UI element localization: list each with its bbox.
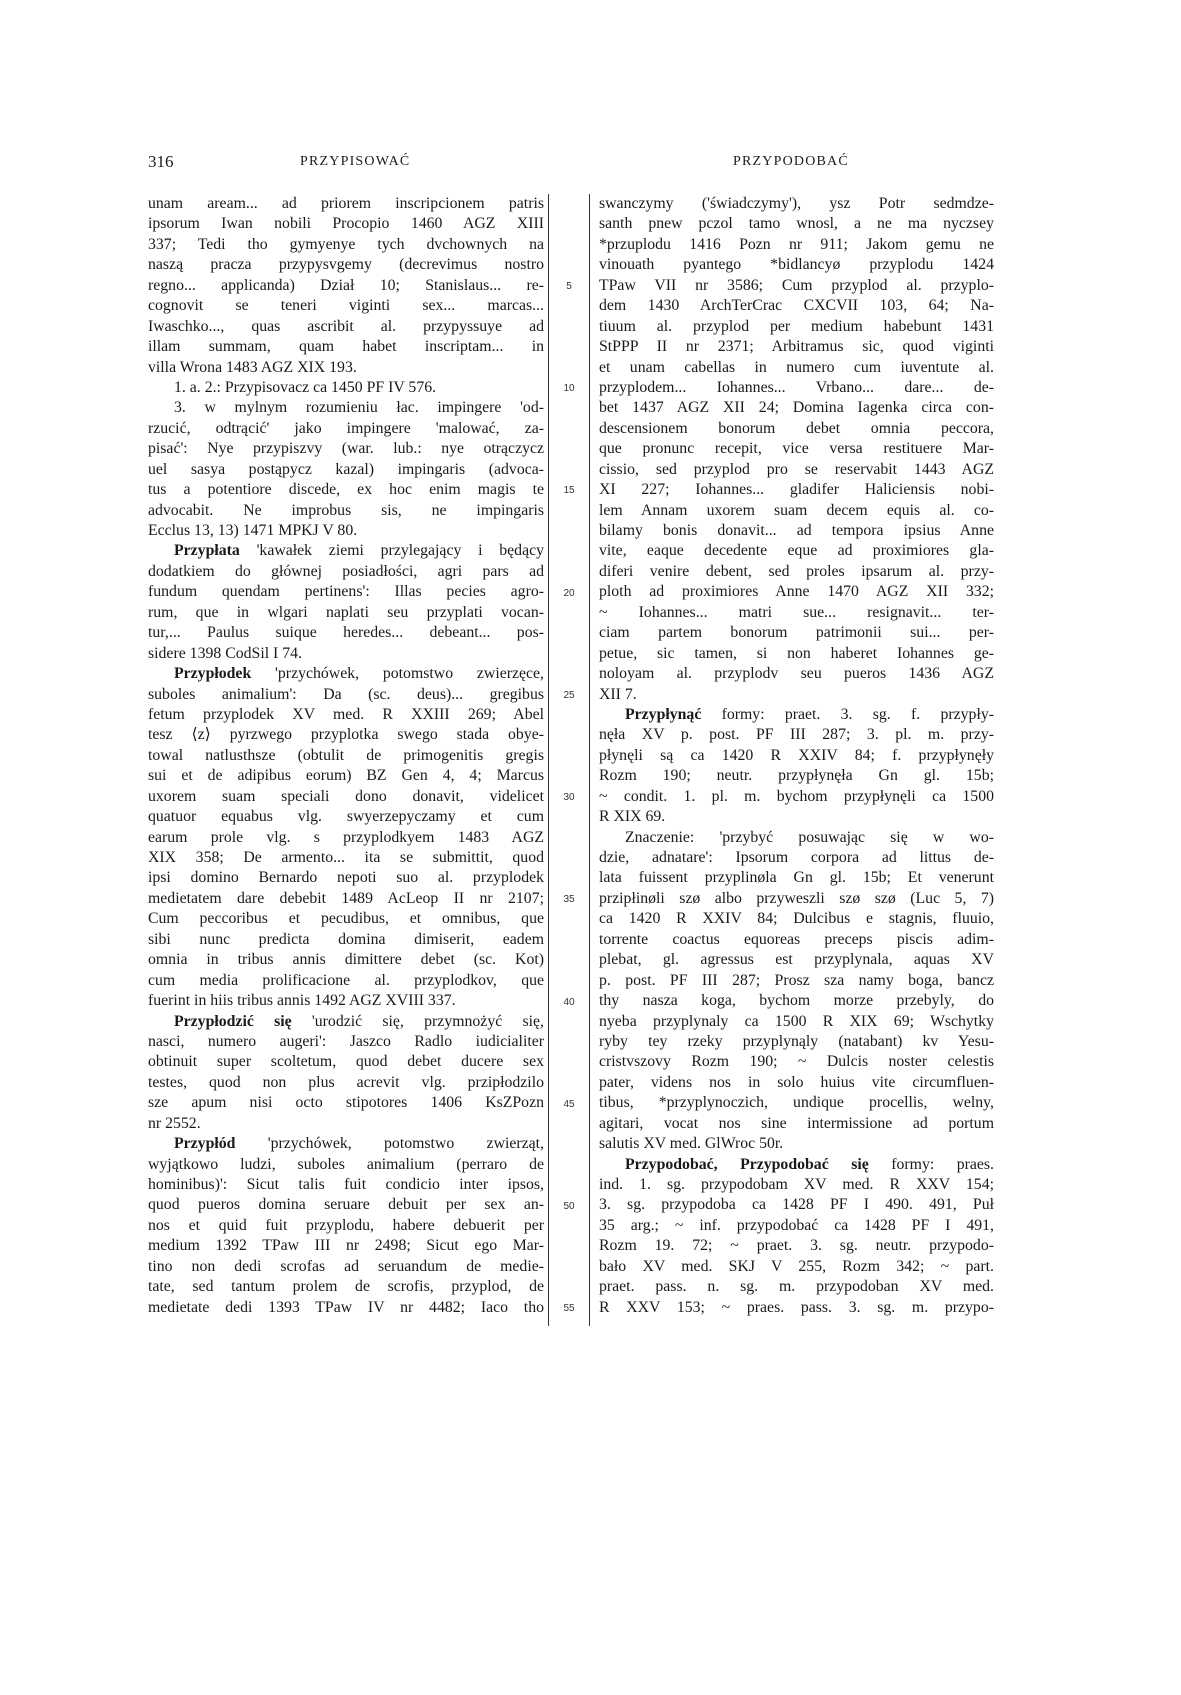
line-number: 20 bbox=[563, 587, 575, 599]
text-line: tibus, *przyplynoczich, undique procellis, welny, bbox=[599, 1094, 994, 1112]
text-line: 35 arg.; ~ inf. przypodobać ca 1428 PF I 491, bbox=[599, 1216, 994, 1234]
text-line: pater, videns nos in solo huius vite circumfluen- bbox=[599, 1073, 994, 1091]
entry-headword: Przypłata bbox=[174, 542, 240, 560]
text-line: Przypłata 'kawałek ziemi przylegający i będący bbox=[174, 542, 544, 560]
text-line: tino non dedi scrofas ad seruandum de medie- bbox=[148, 1257, 544, 1275]
text-line: przipłinøli szø albo przyweszli szø szø (Luc 5, 7) bbox=[599, 889, 994, 907]
text-line: praet. pass. n. sg. m. przypodoban XV med. bbox=[599, 1278, 994, 1296]
text-line: płynęli są ca 1420 R XXIV 84; f. przypłynęły bbox=[599, 746, 994, 764]
text-line: towal natlusthsze (obtulit de primogenitis gregis bbox=[148, 746, 544, 764]
text-line: quatuor equabus vlg. swyerzepyczamy et cum bbox=[148, 808, 544, 826]
text-line: santh pnew pczol tamo wnosl, a ne ma nyczsey bbox=[599, 215, 994, 233]
text-line: ind. 1. sg. przypodobam XV med. R XXV 154; bbox=[599, 1176, 994, 1193]
text-line: tur,... Paulus suique heredes... debeant... pos- bbox=[148, 624, 544, 642]
text-line: vite, eaque decedente eque ad proximiores gla- bbox=[599, 542, 994, 560]
text-line: Przypłodek 'przychówek, potomstwo zwierzęce, bbox=[174, 665, 544, 683]
text-line: 337; Tedi tho gymyenye tych dvchownych na bbox=[148, 235, 544, 253]
text-line: R XIX 69. bbox=[599, 808, 666, 826]
text-line: hominibus)': Sicut talis fuit condicio inter ipsos, bbox=[148, 1176, 544, 1193]
text-line: medietatem dare debebit 1489 AcLeop II nr 2107; bbox=[148, 889, 544, 907]
entry-headword: Przypłód bbox=[174, 1135, 236, 1153]
text-line: omnia in tribus annis dimittere debet (sc. Kot) bbox=[148, 951, 544, 969]
text-line: noloyam al. przyplodv seu pueros 1436 AGZ bbox=[599, 665, 994, 683]
text-line: medium 1392 TPaw III nr 2498; Sicut ego Mar- bbox=[148, 1237, 544, 1255]
text-line: plebat, gl. agressus est przyplynala, aquas XV bbox=[599, 951, 994, 969]
text-line: ~ condit. 1. pl. m. bychom przypłynęli ca 1500 bbox=[599, 787, 994, 805]
text-line: sui et de adipibus eorum) BZ Gen 4, 4; Marcus bbox=[148, 767, 544, 785]
text-line: suboles animalium': Da (sc. deus)... gregibus bbox=[148, 685, 544, 703]
text-line: pisać': Nye przypiszvy (war. lub.: nye otrączycz bbox=[148, 440, 544, 458]
text-line: fetum przyplodek XV med. R XXIII 269; Abel bbox=[148, 705, 544, 723]
text-line: tesz ⟨z⟩ pyrzwego przyplotka swego stada obye- bbox=[148, 726, 544, 744]
text-line: 3. w mylnym rozumieniu łac. impingere 'od- bbox=[174, 399, 544, 417]
text-line: ca 1420 R XXIV 84; Dulcibus e stagnis, fluuio, bbox=[599, 910, 994, 928]
line-number: 10 bbox=[563, 383, 575, 395]
line-number: 35 bbox=[563, 894, 575, 906]
text-line: Przypodobać, Przypodobać się formy: praes. bbox=[625, 1155, 994, 1173]
text-line: Przypłodzić się 'urodzić się, przymnożyć się, bbox=[174, 1012, 544, 1030]
line-number: 30 bbox=[563, 792, 575, 804]
text-line: tate, sed tantum prolem de scrofis, przyplod, de bbox=[148, 1278, 544, 1296]
text-line: bet 1437 AGZ XII 24; Domina Iagenka circa con- bbox=[599, 399, 994, 417]
text-line: uxorem suam speciali dono donavit, videlicet bbox=[148, 787, 544, 805]
text-line: earum prole vlg. s przyplodkyem 1483 AGZ bbox=[148, 828, 544, 846]
text-line: ryby tey rzeky przyplynąly (natabant) kv Yesu- bbox=[599, 1032, 994, 1050]
text-line: Ecclus 13, 13) 1471 MPKJ V 80. bbox=[148, 522, 358, 539]
text-line: dodatkiem do głównej posiadłości, agri pars ad bbox=[148, 562, 544, 580]
line-number-gutter bbox=[548, 194, 590, 1326]
text-line: quod pueros domina seruare debuit per sex an- bbox=[148, 1196, 544, 1214]
line-number: 55 bbox=[563, 1303, 575, 1315]
text-line: naszą pracza przypysvgemy (decrevimus nostro bbox=[148, 256, 544, 274]
text-line: thy nasza koga, bychom morze przebyly, do bbox=[599, 992, 994, 1010]
text-line: wyjątkowo ludzi, suboles animalium (perraro de bbox=[148, 1155, 544, 1173]
text-line: Znaczenie: 'przybyć posuwając się w wo- bbox=[625, 828, 994, 846]
text-line: et unam cabellas in numero cum iuventute al. bbox=[599, 358, 994, 376]
text-line: ciam partem bonorum patrimonii sui... per- bbox=[599, 624, 994, 642]
page-header bbox=[0, 152, 1181, 176]
running-head-right: PRZYPODOBAĆ bbox=[733, 154, 849, 169]
text-line: tus a potentiore discede, ex hoc enim magis te bbox=[148, 481, 544, 499]
text-line: Cum peccoribus et pecudibus, et omnibus, que bbox=[148, 910, 544, 928]
text-line: nasci, numero augeri': Jaszco Radlo iudicialiter bbox=[148, 1032, 544, 1050]
text-line: Rozm 190; neutr. przypłynęła Gn gl. 15b; bbox=[599, 767, 994, 785]
line-number: 40 bbox=[563, 996, 575, 1008]
text-line: advocabit. Ne improbus sis, ne impingaris bbox=[148, 501, 544, 519]
text-line: cissio, sed przyplod pro se reservabit 1443 AGZ bbox=[599, 460, 994, 478]
left-column bbox=[148, 194, 544, 1318]
text-line: sibi nunc predicta domina dimiserit, eadem bbox=[148, 930, 544, 948]
text-line: sidere 1398 CodSil I 74. bbox=[148, 644, 303, 662]
text-line: lem Annam uxorem suam decem equis al. co- bbox=[599, 501, 994, 519]
text-line: agitari, vocat nos sine intermissione ad portum bbox=[599, 1114, 994, 1132]
text-line: cristvszovy Rozm 190; ~ Dulcis noster celestis bbox=[599, 1053, 994, 1071]
text-line: ~ Iohannes... matri sue... resignavit... ter- bbox=[599, 603, 994, 621]
text-line: bało XV med. SKJ V 255, Rozm 342; ~ part. bbox=[599, 1257, 994, 1275]
text-line: torrente coactus equoreas preceps piscis adim- bbox=[599, 930, 994, 948]
text-line: p. post. PF III 287; Prosz sza namy boga, bancz bbox=[599, 971, 994, 989]
text-line: rzucić, odtrącić' jako impingere 'malować, za- bbox=[148, 419, 544, 437]
text-line: XIX 358; De armento... ita se submittit, quod bbox=[148, 849, 544, 866]
text-line: unam aream... ad priorem inscripcionem patris bbox=[148, 195, 544, 212]
text-line: testes, quod non plus acrevit vlg. przipłodzilo bbox=[148, 1073, 544, 1091]
column-rule-left bbox=[548, 194, 549, 1326]
text-line: descensionem bonorum debet omnia peccora, bbox=[599, 419, 994, 437]
text-line: que pronunc recepit, vice versa restituere Mar- bbox=[599, 440, 994, 458]
text-line: lata fuissent przyplinøla Gn gl. 15b; Et venerunt bbox=[599, 869, 994, 887]
text-line: ploth ad proximiores Anne 1470 AGZ XII 332; bbox=[599, 583, 994, 601]
right-column bbox=[599, 194, 994, 1318]
text-line: sze apum nisi octo stipotores 1406 KsZPozn bbox=[148, 1094, 544, 1112]
entry-headword: Przypłodek bbox=[174, 665, 252, 683]
text-line: medietate dedi 1393 TPaw IV nr 4482; Iaco tho bbox=[148, 1298, 544, 1316]
text-line: tiuum al. przyplod per medium habebunt 1431 bbox=[599, 317, 994, 335]
text-line: R XXV 153; ~ praes. pass. 3. sg. m. przypo- bbox=[599, 1298, 994, 1316]
text-line: fundum quendam pertinens': Illas pecies agro- bbox=[148, 583, 544, 601]
text-line: nyeba przyplynaly ca 1500 R XIX 69; Wschytky bbox=[599, 1012, 994, 1030]
text-line: ipsorum Iwan nobili Procopio 1460 AGZ XIII bbox=[148, 215, 544, 233]
line-number: 50 bbox=[563, 1201, 575, 1213]
running-head-left: PRZYPISOWAĆ bbox=[300, 154, 411, 169]
text-line: 1. a. 2.: Przypisovacz ca 1450 PF IV 576. bbox=[174, 378, 437, 396]
text-line: petue, sic tamen, si non haberet Iohannes ge- bbox=[599, 644, 994, 662]
text-line: diferi venire debent, sed proles ipsarum al. przy- bbox=[599, 562, 994, 580]
text-line: Przypłynąć formy: praet. 3. sg. f. przypły- bbox=[625, 705, 994, 723]
line-number: 45 bbox=[563, 1098, 575, 1110]
text-line: przyplodem... Iohannes... Vrbano... dare... de- bbox=[599, 378, 994, 396]
text-line: XI 227; Iohannes... gladifer Haliciensis nobi- bbox=[599, 481, 994, 499]
text-line: ipsi domino Bernardo nepoti suo al. przyplodek bbox=[148, 869, 544, 887]
line-number: 5 bbox=[566, 280, 572, 292]
text-line: XII 7. bbox=[599, 685, 637, 703]
text-line: TPaw VII nr 3586; Cum przyplod al. przyplo- bbox=[599, 276, 994, 294]
text-line: StPPP II nr 2371; Arbitramus sic, quod viginti bbox=[599, 338, 994, 356]
line-number: 25 bbox=[563, 689, 575, 701]
text-line: nos et quid fuit przyplodu, habere debuerit per bbox=[148, 1216, 544, 1234]
text-line: Przypłód 'przychówek, potomstwo zwierząt, bbox=[174, 1135, 544, 1153]
text-line: regno... applicanda) Dział 10; Stanislaus... re- bbox=[148, 276, 544, 294]
text-line: bilamy bonis donavit... ad tempora ipsius Anne bbox=[599, 522, 994, 539]
text-line: swanczymy ('świadczymy'), ysz Potr sedmdze- bbox=[599, 195, 994, 212]
column-rule-right bbox=[589, 194, 590, 1326]
entry-headword: Przypłodzić się bbox=[174, 1012, 292, 1030]
line-number: 15 bbox=[563, 485, 575, 497]
text-line: nęła XV p. post. PF III 287; 3. pl. m. przy- bbox=[599, 726, 994, 744]
text-line: villa Wrona 1483 AGZ XIX 193. bbox=[148, 358, 357, 376]
text-line: Iwaschko..., quas ascribit al. przypyssuye ad bbox=[148, 317, 544, 335]
text-line: fuerint in hiis tribus annis 1492 AGZ XVIII 337. bbox=[148, 992, 456, 1010]
text-line: salutis XV med. GlWroc 50r. bbox=[599, 1135, 784, 1153]
text-line: vinouath pyantego *bidlancyø przyplodu 1424 bbox=[599, 256, 994, 274]
text-line: dzie, adnatare': Ipsorum corpora ad littus de- bbox=[599, 849, 994, 866]
text-line: uel sasya postąpycz kazal) impingaris (advoca- bbox=[148, 460, 544, 478]
text-line: 3. sg. przypodoba ca 1428 PF I 490. 491, Puł bbox=[599, 1196, 994, 1214]
text-line: cum media prolificacione al. przyplodkov, que bbox=[148, 971, 544, 989]
text-line: *przuplodu 1416 Pozn nr 911; Jakom gemu ne bbox=[599, 235, 994, 253]
text-line: dem 1430 ArchTerCrac CXCVII 103, 64; Na- bbox=[599, 297, 994, 315]
entry-headword: Przypłynąć bbox=[625, 705, 702, 723]
text-line: obtinuit super scoltetum, quod debet ducere sex bbox=[148, 1053, 544, 1071]
text-line: nr 2552. bbox=[148, 1114, 201, 1132]
page-number: 316 bbox=[148, 152, 174, 171]
entry-headword: Przypodobać, Przypodobać się bbox=[625, 1155, 869, 1173]
text-line: cognovit se teneri viginti sex... marcas... bbox=[148, 297, 544, 315]
text-line: illam summam, quam habet inscriptam... in bbox=[148, 338, 544, 356]
text-line: rum, que in wlgari naplati seu przyplati vocan- bbox=[148, 603, 544, 621]
text-line: Rozm 19. 72; ~ praet. 3. sg. neutr. przypodo- bbox=[599, 1237, 994, 1255]
